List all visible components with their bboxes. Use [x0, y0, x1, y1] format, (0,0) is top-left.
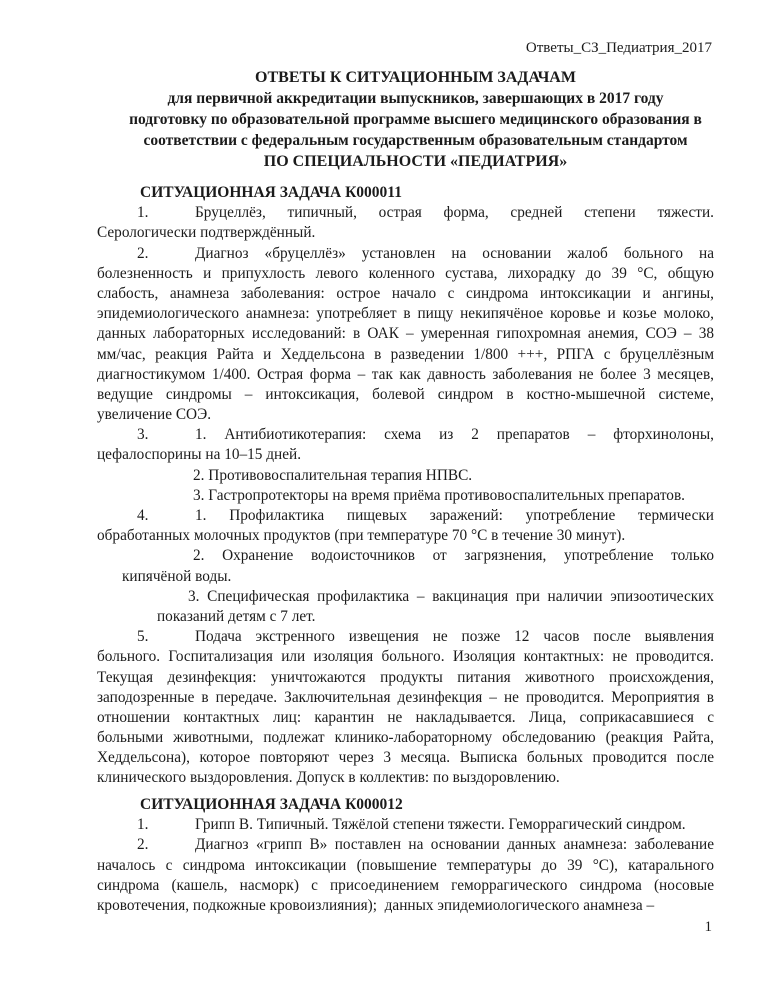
doc-specialty-line: ПО СПЕЦИАЛЬНОСТИ «ПЕДИАТРИЯ»	[263, 153, 568, 170]
answer-line: показаний детям с 7 лет.	[157, 607, 316, 625]
answer-line: кровотечения, подкожные кровоизлияния); данных эпидемиологического анамнеза –	[97, 896, 655, 914]
answer-line	[97, 203, 714, 223]
answer-line	[97, 506, 714, 526]
answer-subitem: 2. Охранение водоисточников от загрязнения, употребление только	[193, 547, 714, 565]
answer-line: заподозренные в передаче. Заключительная дезинфекция – не проводится. Мероприятия в	[97, 688, 714, 706]
answer-line: отношении контактных лиц: карантин не накладывается. Лица, соприкасавшиеся с	[97, 708, 714, 726]
answer-text: Бруцеллёз, типичный, острая форма, средней степени тяжести.	[195, 204, 714, 222]
paragraph-number: 4.	[137, 507, 149, 524]
answer-text: Подача экстренного извещения не позже 12 часов после выявления	[195, 628, 714, 646]
doc-subtitle-line: соответствии с федеральным государственным образовательным стандартом	[143, 132, 688, 149]
answer-line: больного. Госпитализация или изоляция больного. Изоляция контактных: не проводится.	[97, 648, 714, 666]
answer-subitem: 3. Гастропротекторы на время приёма противовоспалительных препаратов.	[193, 486, 686, 504]
paragraph-number: 2.	[137, 244, 149, 262]
answer-line: синдрома (кашель, насморк) с присоединением геморрагического синдрома (носовые	[97, 876, 714, 894]
answer-line: слабость, анамнеза заболевания: острое начало с синдрома интоксикации и ангины,	[97, 284, 714, 302]
answer-line: обработанных молочных продуктов (при температуре 70 °С в течение 30 минут).	[97, 527, 626, 545]
answer-line	[97, 425, 714, 445]
paragraph-number: 5.	[137, 628, 149, 646]
task-heading: СИТУАЦИОННАЯ ЗАДАЧА К000012	[140, 796, 403, 813]
answer-line: клинического выздоровления. Допуск в коллектив: по выздоровлению.	[97, 769, 560, 787]
doc-title: ОТВЕТЫ К СИТУАЦИОННЫМ ЗАДАЧАМ	[255, 69, 576, 86]
answer-subitem: 3. Специфическая профилактика – вакцинация при наличии эпизоотических	[188, 587, 714, 605]
answer-text: Диагноз «грипп В» поставлен на основании данных анамнеза: заболевание	[195, 836, 714, 854]
answer-text: Грипп В. Типичный. Тяжёлой степени тяжести. Геморрагический синдром.	[195, 816, 686, 834]
header-filename: Ответы_СЗ_Педиатрия_2017	[525, 40, 712, 56]
answer-line	[97, 835, 714, 855]
answer-line: эпидемиологического анамнеза: употребляет в пищу некипячёное коровье и козье молоко,	[97, 305, 714, 323]
answer-line: Серологически подтверждённый.	[97, 224, 316, 242]
title-block	[97, 67, 714, 172]
answer-line	[97, 815, 714, 835]
answer-line: болезненность и припухлость левого коленного сустава, лихорадку до 39 °С, общую	[97, 264, 714, 282]
answer-line: цефалоспорины на 10–15 дней.	[97, 446, 302, 464]
answer-line	[97, 244, 714, 264]
paragraph-number: 1.	[137, 204, 149, 222]
task-heading: СИТУАЦИОННАЯ ЗАДАЧА К000011	[140, 184, 402, 201]
answer-text: 1. Антибиотикотерапия: схема из 2 препаратов – фторхинолоны,	[195, 426, 714, 444]
answer-line: диагностикумом 1/400. Острая форма – так как давность заболевания не более 3 месяцев,	[97, 365, 714, 383]
answer-line: началось с синдрома интоксикации (повышение температуры до 39 °С), катарального	[97, 856, 714, 874]
task-k000011	[97, 183, 714, 789]
task-k000012	[97, 795, 714, 916]
page-number: 1	[704, 919, 712, 935]
answer-subitem: 2. Противовоспалительная терапия НПВС.	[193, 466, 473, 484]
answer-line: Текущая дезинфекция: уничтожаются продукты питания животного происхождения,	[97, 668, 714, 686]
answer-line: увеличение СОЭ.	[97, 406, 212, 424]
answer-text: 1. Профилактика пищевых заражений: употребление термически	[195, 507, 714, 524]
answer-line: мм/час, реакция Райта и Хеддельсона в разведении 1/800 +++, РПГА с бруцеллёзным	[97, 345, 714, 363]
answer-line: кипячёной воды.	[122, 567, 232, 585]
answer-line: больными животными, подлежат клинико-лабораторному обследованию (реакция Райта,	[97, 729, 714, 747]
paragraph-number: 3.	[137, 426, 149, 444]
answer-line: ведущие синдромы – интоксикация, болевой синдром в костно-мышечной системе,	[97, 385, 714, 403]
paragraph-number: 2.	[137, 836, 149, 854]
paragraph-number: 1.	[137, 816, 149, 834]
answer-text: Диагноз «бруцеллёз» установлен на основании жалоб больного на	[195, 244, 714, 262]
doc-subtitle-line: для первичной аккредитации выпускников, завершающих в 2017 году	[167, 90, 664, 107]
doc-subtitle-line: подготовку по образовательной программе высшего медицинского образования в	[129, 111, 702, 128]
answer-line	[97, 627, 714, 647]
answer-line: данных лабораторных исследований: в ОАК – умеренная гипохромная анемия, СОЭ – 38	[97, 325, 714, 343]
answer-line: Хеддельсона), которое повторяют через 3 месяца. Выписка больных проводится после	[97, 749, 714, 767]
